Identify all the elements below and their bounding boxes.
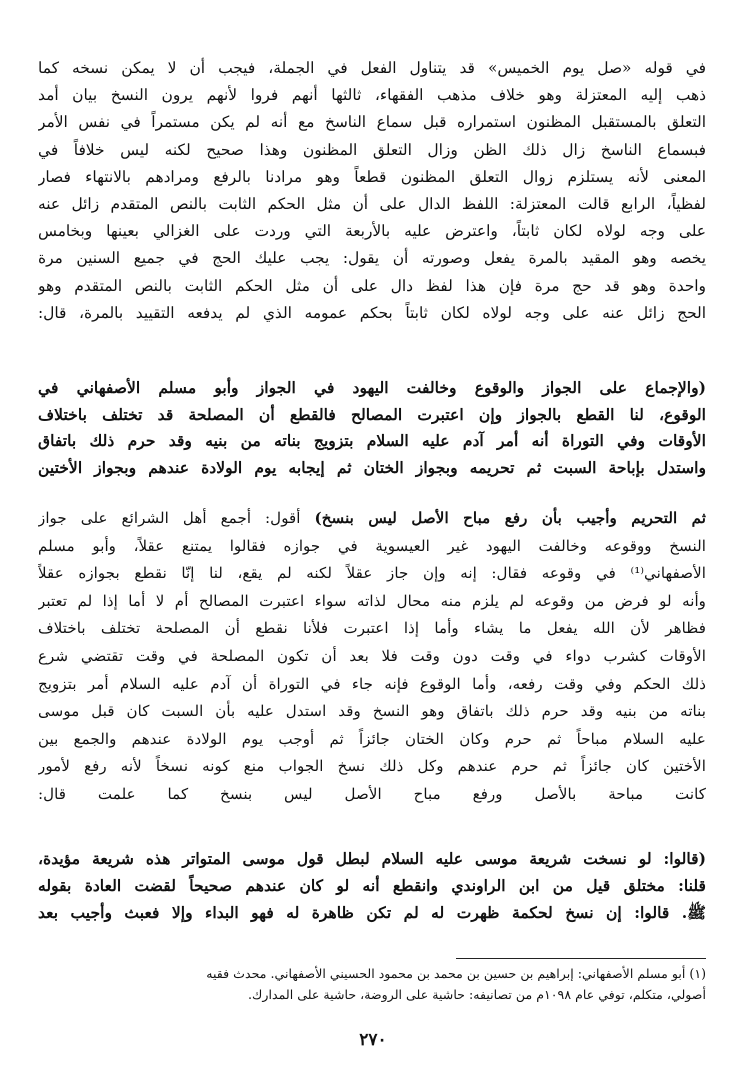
- text-line: النسخ ووقوعه وخالفت اليهود غير العيسوية في جوازه فقالوا يمتنع عقلاً، وأبو مسلم: [38, 536, 706, 555]
- commentary-lead: أقول: أجمع أهل الشرائع على جواز: [38, 509, 315, 527]
- text-line: المعنى لأنه يستلزم زوال التعلق المظنون قطعاً وهو مرادنا بالرفع ومرادهم بالانتهاء فصار: [38, 167, 706, 186]
- text-line: ذلك الحكم وفي وقت رفعه، وأما الوقوع فإنه جاء في التوراة أن آدم عليه السلام أمر بتزويج: [38, 674, 706, 693]
- mixed-line: [38, 505, 706, 533]
- text-line: الأوقات وفي التوراة أنه أمر آدم عليه السلام بتزويج بناته من بنيه وقد حرم ذلك باتفاق: [38, 431, 706, 450]
- paragraph-commentary-1: [38, 55, 706, 327]
- footnote-line: أصولي، متكلم، توفي عام ١٠٩٨م من تصانيفه: حاشية على الروضة، حاشية على المدارك.: [248, 987, 706, 1002]
- text-line: بناته من بنيه وقد حرم ذلك باتفاق وهو النسخ وقد استدل عليه بأن السبت كان قبل موسى: [38, 702, 706, 721]
- text-line: الأصفهاني⁽¹⁾ في وقوعه فقال: إنه وإن جاز عقلاً لكنه لم يقع، لنا إنّا نقطع بجوازه عقلاً: [38, 564, 706, 583]
- text-line: الأختين كان جائزاً ثم حرم عندهم وكل ذلك نسخ الجواب منع كونه نسخاً لأنه رفع لأمور: [38, 757, 706, 776]
- matn-tail: ثم التحريم وأجيب بأن رفع مباح الأصل ليس بنسخ): [314, 509, 706, 527]
- text-line: قلنا: مختلق قيل من ابن الراوندي وانقطع أنه لو كان عندهم صحيحاً لقضت العادة بقوله: [38, 876, 706, 895]
- text-line: الحج زائل عنه على وجه لولاه لكان ثابتاً بحكم عمومه الذي لم يدفعه التقييد بالمرة، قال:: [38, 303, 706, 322]
- footnote-separator: [456, 958, 706, 959]
- text-line: في قوله «صل يوم الخميس» قد يتناول الفعل في الجملة، فيجب أن لا يمكن نسخه كما: [38, 59, 706, 77]
- text-line: يخصه وهو المقيد بالمرة يفعل وصورته أن يقول: يجب عليك الحج في جميع السنين مرة: [38, 249, 706, 268]
- text-line: على وجه لولاه لكان ثابتاً، واعترض عليه بالأربعة التي وردت على الغزالي بعينها وبخامس: [38, 222, 706, 241]
- text-line: (قالوا: لو نسخت شريعة موسى عليه السلام لبطل قول موسى المتواتر هذه شريعة مؤيدة،: [38, 849, 706, 868]
- paragraph-commentary-2: [38, 505, 706, 809]
- text-line: الأوقات كشرب دواء في وقت دون وقت فلا بعد أن تكون المصلحة في وقت تقتضي شرع: [38, 646, 706, 665]
- page-number: ٢٧٠: [359, 1030, 387, 1050]
- paragraph-matn-1: [38, 375, 706, 481]
- text-line: فظاهر لأن الله يفعل ما يشاء وأما إذا اعتبرت فلأنا نقطع أن المصلحة تختلف باختلاف: [38, 619, 706, 638]
- text-line: ذهب إليه المعتزلة وهو خلاف مذهب الفقهاء، ثالثها أنهم فروا لأنهم يرون النسخ بيان أمد: [38, 86, 706, 105]
- text-line: وأنه لو فرض من وقوعه لم يلزم منه محال لذاته سواء اعتبرت المصالح أم لا أما إذا لم تعتبر: [38, 591, 706, 610]
- footnote-line: (١) أبو مسلم الأصفهاني: إبراهيم بن حسين بن محمد بن محمود الحسيني الأصفهاني. محدث فقيه: [206, 966, 706, 981]
- text-line: ﷺ. قالوا: إن نسخ لحكمة ظهرت له لم تكن ظاهرة له فهو البداء وإلا فعبث وأجيب بعد: [38, 903, 706, 922]
- text-line: فبسماع الناسخ زال ذلك الظن وزال التعلق المظنون وهذا صحيح لكنه ليس خلافاً في: [38, 140, 706, 159]
- text-line: عليه السلام مباحاً ثم حرم وكان الختان جائزاً ثم أوجب يوم الولادة عندهم والجمع بين: [38, 729, 706, 748]
- text-line: التعلق بالمستقبل المظنون استمراره قبل سماع الناسخ مع أنه لم يكن مستمراً في نفس الأمر: [38, 113, 706, 132]
- paragraph-matn-2: [38, 845, 706, 926]
- text-line: واستدل بإباحة السبت ثم تحريمه وبجواز الختان ثم إيجابه يوم الولادة عندهم وبجواز الأختين: [38, 457, 706, 477]
- text-line: لفظياً، الرابع قالت المعتزلة: اللفظ الدال على أن مثل الحكم الثابت بالنص المتقدم زائل عنه: [38, 194, 706, 213]
- footnote: [38, 963, 706, 1005]
- text-line: واحدة وهو قد حج مرة فإن هذا لفظ دال على أن مثل الحكم الثابت بالنص المتقدم وهو: [38, 276, 706, 295]
- text-line: (والإجماع على الجواز والوقوع وخالفت اليهود في الجواز وأبو مسلم الأصفهاني في: [38, 378, 706, 397]
- text-line: كانت مباحة بالأصل ورفع مباح الأصل ليس بنسخ كما علمت قال:: [38, 784, 706, 803]
- text-line: الوقوع، لنا القطع بالجواز وإن اعتبرت المصالح فالقطع أن المصلحة قد تختلف باختلاف: [38, 404, 706, 424]
